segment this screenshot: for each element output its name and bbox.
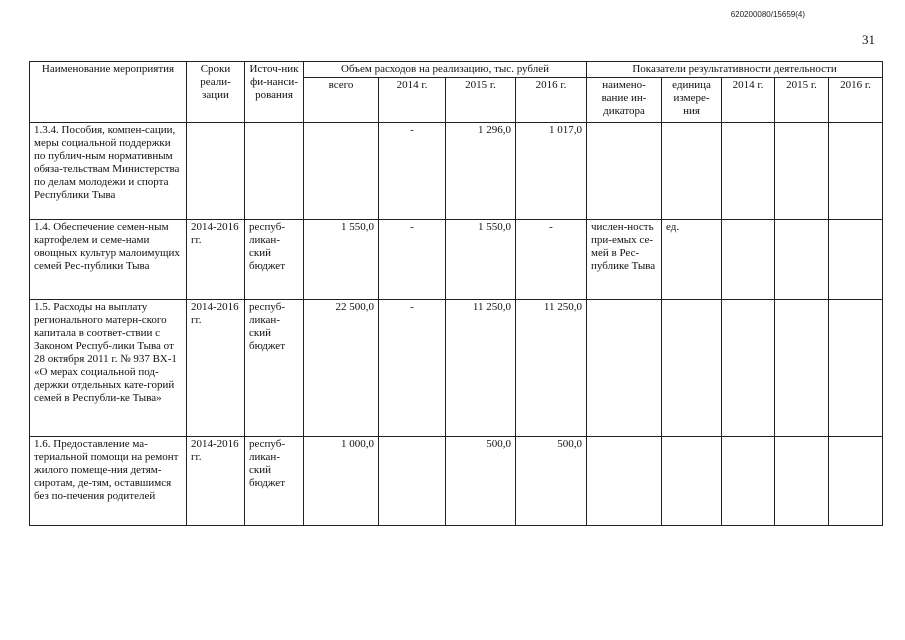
row-source: респуб-ликан-ский бюджет [245, 437, 304, 526]
header-total: всего [304, 78, 379, 123]
header-indicator-unit: единица измере-ния [662, 78, 722, 123]
row-2014: - [379, 123, 446, 220]
row-indicator-name [587, 437, 662, 526]
header-indicators-group: Показатели результативности деятельности [587, 62, 883, 78]
program-table [29, 61, 883, 526]
row-2015: 1 296,0 [446, 123, 516, 220]
row-2016: - [516, 220, 587, 300]
row-ind-2016 [829, 123, 883, 220]
row-terms [187, 123, 245, 220]
row-terms: 2014-2016 гг. [187, 300, 245, 437]
row-indicator-unit [662, 300, 722, 437]
row-ind-2014 [722, 123, 775, 220]
document-code: 620200080/15659(4) [730, 10, 805, 19]
table-row [30, 437, 883, 526]
header-name: Наименование мероприятия [30, 62, 187, 123]
header-2016: 2016 г. [516, 78, 587, 123]
row-source: респуб-ликан-ский бюджет [245, 220, 304, 300]
header-volume-group: Объем расходов на реализацию, тыс. рублей [304, 62, 587, 78]
header-ind-2015: 2015 г. [775, 78, 829, 123]
row-total: 1 000,0 [304, 437, 379, 526]
row-indicator-unit: ед. [662, 220, 722, 300]
row-2014 [379, 437, 446, 526]
row-2016: 1 017,0 [516, 123, 587, 220]
row-ind-2016 [829, 300, 883, 437]
row-name: 1.3.4. Пособия, компен-сации, меры социальной поддержки по публич-ным нормативным обяза-тельствам Министерства по делам молодежи и спорта Республики Тыва [30, 123, 187, 220]
row-2015: 11 250,0 [446, 300, 516, 437]
row-name: 1.5. Расходы на выплату регионального матерн-ского капитала в соответ-ствии с Законом Респуб-лики Тыва от 28 октября 2011 г. № 937 ВХ-1 «О мерах социальной под-держки отдельных кате-горий семей в Республи-ке Тыва» [30, 300, 187, 437]
row-ind-2016 [829, 220, 883, 300]
row-indicator-name [587, 300, 662, 437]
header-2014: 2014 г. [379, 78, 446, 123]
row-ind-2014 [722, 300, 775, 437]
header-terms: Сроки реали-зации [187, 62, 245, 123]
row-indicator-unit [662, 437, 722, 526]
row-indicator-name: числен-ность при-емых се-мей в Рес-публике Тыва [587, 220, 662, 300]
table-row [30, 300, 883, 437]
header-2015: 2015 г. [446, 78, 516, 123]
row-total [304, 123, 379, 220]
row-2014: - [379, 300, 446, 437]
row-2016: 11 250,0 [516, 300, 587, 437]
row-name: 1.4. Обеспечение семен-ным картофелем и семе-нами овощных культур малоимущих семей Рес-публики Тыва [30, 220, 187, 300]
row-indicator-unit [662, 123, 722, 220]
header-ind-2014: 2014 г. [722, 78, 775, 123]
row-ind-2015 [775, 123, 829, 220]
row-terms: 2014-2016 гг. [187, 220, 245, 300]
row-ind-2016 [829, 437, 883, 526]
row-ind-2015 [775, 300, 829, 437]
row-source [245, 123, 304, 220]
row-ind-2014 [722, 220, 775, 300]
row-total: 1 550,0 [304, 220, 379, 300]
header-row-1 [30, 62, 883, 78]
header-indicator-name: наимено-вание ин-дикатора [587, 78, 662, 123]
header-source: Источ-ник фи-нанси-рования [245, 62, 304, 123]
row-ind-2015 [775, 220, 829, 300]
row-source: респуб-ликан-ский бюджет [245, 300, 304, 437]
row-2015: 500,0 [446, 437, 516, 526]
row-2016: 500,0 [516, 437, 587, 526]
page-number: 31 [862, 32, 875, 47]
row-2015: 1 550,0 [446, 220, 516, 300]
row-2014: - [379, 220, 446, 300]
table-row [30, 123, 883, 220]
row-indicator-name [587, 123, 662, 220]
row-terms: 2014-2016 гг. [187, 437, 245, 526]
row-total: 22 500,0 [304, 300, 379, 437]
row-ind-2014 [722, 437, 775, 526]
header-ind-2016: 2016 г. [829, 78, 883, 123]
table-row [30, 220, 883, 300]
row-ind-2015 [775, 437, 829, 526]
row-name: 1.6. Предоставление ма-териальной помощи на ремонт жилого помеще-ния детям-сиротам, де-тям, оставшимся без по-печения родителей [30, 437, 187, 526]
